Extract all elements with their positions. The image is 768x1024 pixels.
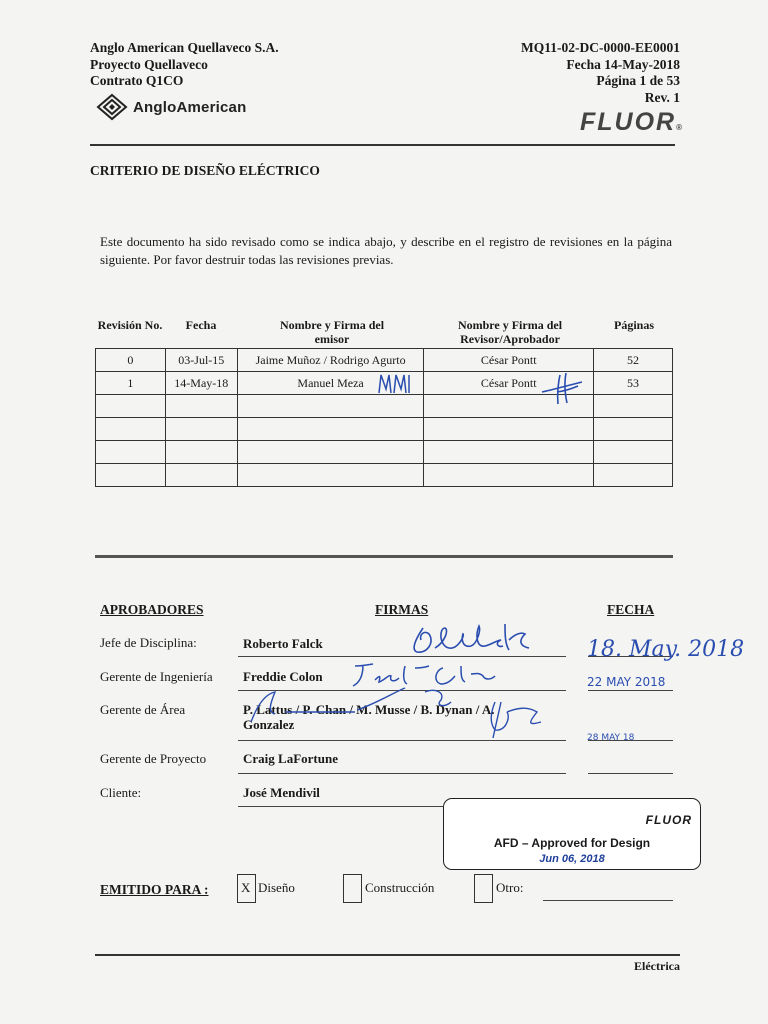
handwritten-date-3-text: 28 MAY 18 [587,733,635,743]
rev-header-pages: Páginas [613,318,654,332]
registered-mark-icon: ® [676,123,682,132]
role-label: Gerente de Área [100,702,186,717]
table-cell: 14-May-18 [165,372,237,395]
table-cell [96,464,166,487]
intro-paragraph: Este documento ha sido revisado como se indica abajo, y describe en el registro de revisiones en la página siguiente. Por favor destruir todas las revisiones previas. [100,234,672,267]
table-cell [165,395,237,418]
contract-name: Contrato Q1CO [90,73,184,88]
project-name: Proyecto Quellaveco [90,56,208,72]
table-row [96,418,673,441]
signature-cesar-pontt [540,370,585,406]
rev-header-number: Revisión No. [97,318,163,332]
document-number: MQ11-02-DC-0000-EE0001 [521,40,680,55]
stamp-approval-text: AFD – Approved for Design [493,836,651,850]
table-cell [96,395,166,418]
table-cell [237,418,424,441]
table-cell: 1 [96,372,166,395]
handwritten-date-2-text: 22 MAY 2018 [587,675,666,689]
date-heading: FECHA [607,602,655,617]
document-date: Fecha 14-May-2018 [566,56,680,72]
issued-for-label: EMITIDO PARA : [100,882,209,897]
option-other-label: Otro: [496,880,524,895]
handwritten-date-1-text: 18. May. 2018 [587,637,745,662]
table-cell: Manuel Meza [237,372,424,395]
checkbox-other[interactable] [474,874,493,903]
option-design-label: Diseño [258,880,295,895]
table-cell [96,418,166,441]
table-row [96,464,673,487]
table-cell: 52 [594,349,673,372]
signature-area-managers [245,682,555,740]
document-info [521,40,680,106]
checkbox-design-mark: X [241,880,251,895]
table-cell [237,464,424,487]
table-cell [165,418,237,441]
anglo-american-logo-text: AngloAmerican [133,98,247,116]
rev-header-date: Fecha [185,318,217,332]
footer-discipline: Eléctrica [634,959,680,973]
approval-stamp [443,798,701,870]
table-cell: Jaime Muñoz / Rodrigo Agurto [237,349,424,372]
table-cell: César Pontt [424,349,594,372]
table-row [96,395,673,418]
table-cell [594,441,673,464]
company-name: Anglo American Quellaveco S.A. [90,40,279,55]
revision-label: Rev. 1 [644,89,680,105]
section-divider [95,555,673,558]
revision-table [95,348,673,487]
approver-name: Freddie Colon [243,669,323,684]
handwritten-date-1 [585,628,745,664]
anglo-american-logo-icon [97,94,127,120]
approver-name: Roberto Falck [243,636,323,651]
table-cell [594,395,673,418]
table-row [96,441,673,464]
table-cell: 0 [96,349,166,372]
signatures-heading: FIRMAS [375,602,429,617]
page-count: Página 1 de 53 [596,73,680,88]
handwritten-date-3 [585,726,675,744]
option-construction-label: Construcción [365,880,435,895]
header-divider [90,144,675,146]
role-label: Gerente de Proyecto [100,751,207,766]
approver-name: José Mendivil [243,785,320,800]
role-label: Cliente: [100,785,142,800]
stamp-fluor-logo: FLUOR [645,813,692,827]
fluor-logo [580,108,682,137]
role-label: Jefe de Disciplina: [100,635,197,650]
anglo-american-logo [97,94,246,120]
table-cell [165,464,237,487]
checkbox-construction[interactable] [343,874,362,903]
table-cell: 03-Jul-15 [165,349,237,372]
signature-line [238,806,443,807]
signature-line [238,773,566,774]
rev-header-issuer: Nombre y Firma del emisor [279,318,385,346]
table-row [96,349,673,372]
stamp-date: Jun 06, 2018 [539,853,605,865]
approvers-heading: APROBADORES [100,602,204,617]
table-cell: 53 [594,372,673,395]
company-header [90,40,279,90]
table-cell [594,418,673,441]
table-cell [237,395,424,418]
table-cell [96,441,166,464]
signature-manuel-meza [376,371,416,397]
other-line [543,900,673,901]
table-cell [165,441,237,464]
table-cell [424,418,594,441]
approver-name: Craig LaFortune [243,751,338,766]
table-cell [237,441,424,464]
footer-divider [95,954,680,956]
approver-name: P. Lattus / P. Chan / M. Musse / B. Dynan / A. Gonzalez [243,702,495,732]
signature-line [238,740,566,741]
document-title: CRITERIO DE DISEÑO ELÉCTRICO [90,163,320,178]
handwritten-date-2 [585,668,685,692]
date-line [588,773,673,774]
table-cell [424,441,594,464]
table-cell: César Pontt [424,372,594,395]
signature-roberto-falck [405,620,545,660]
table-cell [424,464,594,487]
rev-header-reviewer: Nombre y Firma del Revisor/Aprobador [457,318,563,346]
table-cell [594,464,673,487]
fluor-logo-text: FLUOR [579,108,677,136]
role-label: Gerente de Ingeniería [100,669,213,684]
